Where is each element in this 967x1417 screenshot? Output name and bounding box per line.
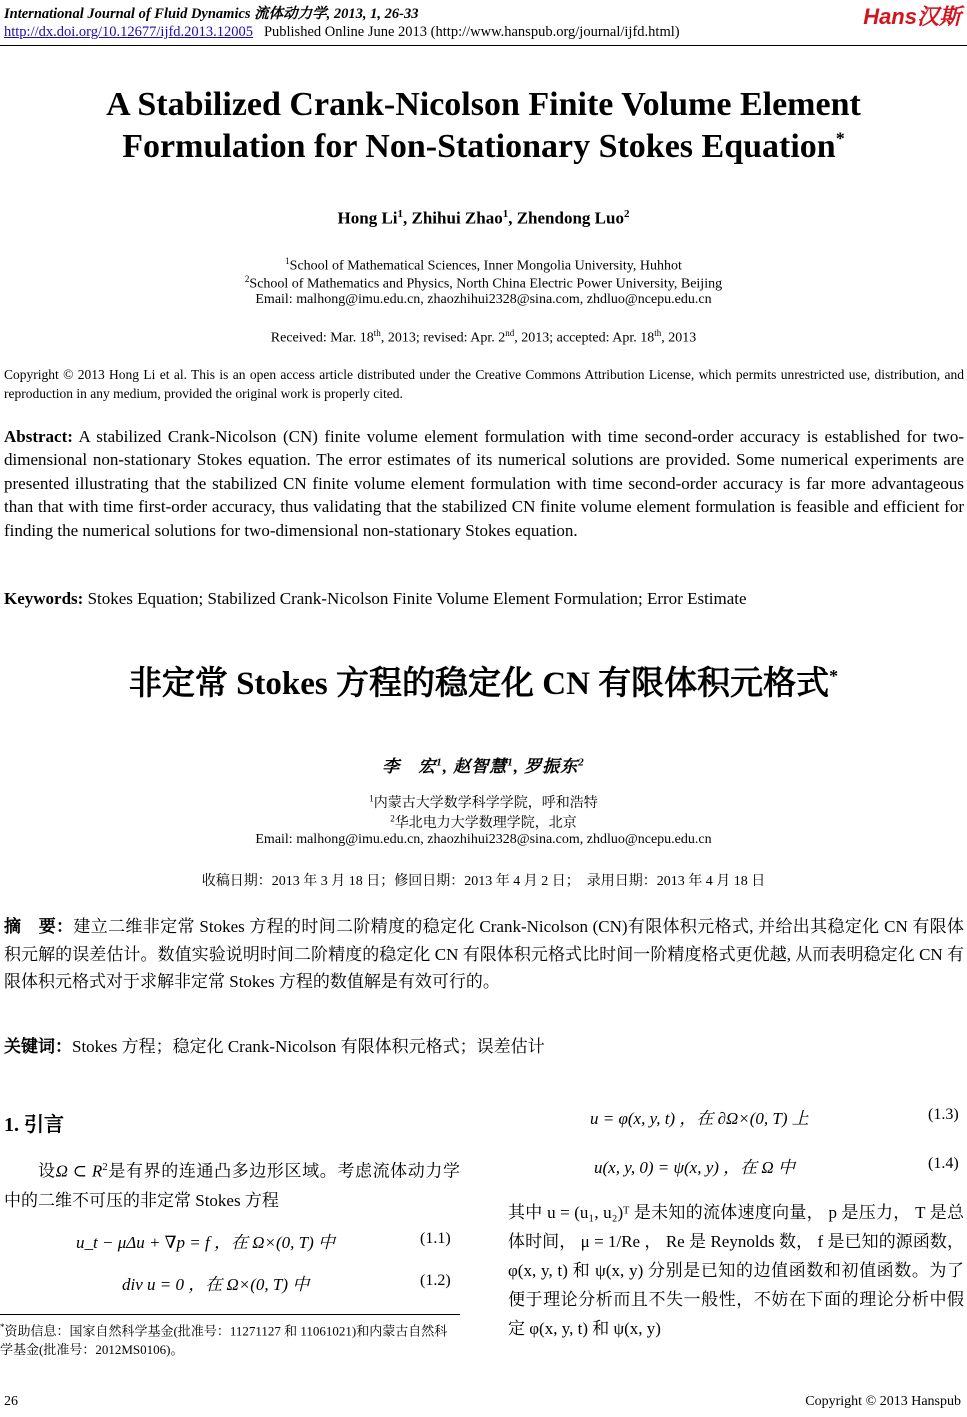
header-rule	[0, 45, 967, 46]
equation-1-2: div u = 0 ，在 Ω×(0, T) 中	[122, 1275, 310, 1294]
title-line-2: Formulation for Non-Stationary Stokes Equation*	[122, 128, 845, 165]
intro-paragraph-2: 其中 u = (u₁, u₂)ᵀ 是未知的流体速度向量， p 是压力， T 是总体时间， μ = 1/Re ， Re 是 Reynolds 数， f 是已知的源函数，φ(x, y, t) 和 ψ(x, y) 分别是已知的边值函数和初值函数。为了便于理论分析而且不失一般性，不妨在下面的理论分析中假定 φ(x, y, t) 和 ψ(x, y)	[508, 1203, 964, 1338]
paper-title-zh: 非定常 Stokes 方程的稳定化 CN 有限体积元格式*	[128, 666, 839, 702]
equation-number: (1.3)	[928, 1106, 959, 1123]
keywords-zh-text: Stokes 方程；稳定化 Crank-Nicolson 有限体积元格式；误差估计	[72, 1037, 545, 1056]
equation-number: (1.4)	[928, 1155, 959, 1172]
author-name: Zhihui Zhao	[411, 208, 503, 228]
abstract-text: A stabilized Crank-Nicolson (CN) finite volume element formulation with time second-order accuracy is established for two-dimensional non-stationary Stokes equation. The error estimates of its numerical solutions are provided. Some numerical experiments are presented illustrating that the stabilized CN finite volume element formulation with time second-order accuracy is far more advantageous than that with time first-order accuracy, thus validating that the stabilized CN finite volume element formulation is feasible and efficient for finding the numerical solutions for two-dimensional non-stationary Stokes equation.	[4, 427, 964, 540]
abstract-label: Abstract:	[4, 427, 73, 446]
title-footnote-mark: *	[835, 128, 845, 149]
title-line-1: A Stabilized Crank-Nicolson Finite Volume Element	[106, 86, 861, 123]
affiliation-zh-1: $^1$内蒙古大学数学科学学院，呼和浩特	[369, 793, 598, 811]
keywords-label: Keywords:	[4, 589, 84, 608]
equation-1-3: u = φ(x, y, t) ，在 ∂Ω×(0, T) 上	[590, 1109, 809, 1128]
footnote: *资助信息：国家自然科学基金(批准号：11271127 和 11061021)和内蒙古自然科学基金(批准号：2012MS0106)。	[0, 1322, 448, 1358]
hans-logo: Hans汉斯	[863, 4, 961, 29]
affiliation-zh-2: $^2$华北电力大学数理学院，北京	[390, 813, 577, 831]
intro-paragraph: 设Ω ⊂ $R^2$是有界的连通凸多边形区域。考虑流体动力学中的二维不可压的非定常 Stokes 方程	[4, 1161, 461, 1210]
abstract-zh	[4, 913, 964, 996]
doi-line	[4, 24, 680, 41]
equation-number: (1.2)	[420, 1272, 451, 1289]
equation-number: (1.1)	[420, 1230, 451, 1247]
equation-1-4: u(x, y, 0) = ψ(x, y) ，在 Ω 中	[594, 1158, 795, 1177]
author-name: Zhendong Luo	[516, 208, 624, 228]
email-zh: Email: malhong@imu.edu.cn, zhaozhihui2328@sina.com, zhdluo@ncepu.edu.cn	[255, 832, 712, 847]
title-zh-footnote-mark: *	[829, 666, 839, 686]
keywords-zh-label: 关键词：	[4, 1037, 72, 1056]
abstract-zh-label: 摘 要：	[4, 917, 74, 936]
paper-title-en	[0, 84, 967, 168]
affiliation-2: $^2$School of Mathematics and Physics, North China Electric Power University, Beijing	[244, 274, 723, 292]
abstract-zh-text: 建立二维非定常 Stokes 方程的时间二阶精度的稳定化 Crank-Nicolson (CN)有限体积元格式, 并给出其稳定化 CN 有限体积元解的误差估计。数值实验说明时间二阶精度的稳定化 CN 有限体积元格式比时间一阶精度格式更优越, 从而表明稳定化 CN 有限体积元格式对于求解非定常 Stokes 方程的数值解是有效可行的。	[4, 917, 965, 991]
author-name: Hong Li	[337, 208, 398, 228]
abstract-en	[4, 425, 964, 542]
email-en: Email: malhong@imu.edu.cn, zhaozhihui2328@sina.com, zhdluo@ncepu.edu.cn	[255, 292, 712, 307]
page-number: 26	[4, 1394, 18, 1409]
equation-1-1: u_t − μΔu + ∇p = f ，在 Ω×(0, T) 中	[76, 1233, 336, 1252]
authors-en: Hong Li$^1$, Zhihui Zhao$^1$, Zhendong Luo$^2$	[337, 208, 630, 228]
published-info: Published Online June 2013 (http://www.hanspub.org/journal/ijfd.html)	[263, 24, 680, 40]
received-dates-zh: 收稿日期：2013 年 3 月 18 日；修回日期：2013 年 4 月 2 日； 录用日期：2013 年 4 月 18 日	[201, 874, 766, 889]
footer-copyright: Copyright © 2013 Hanspub	[805, 1394, 961, 1409]
journal-header: International Journal of Fluid Dynamics 流体动力学, 2013, 1, 26-33	[4, 6, 419, 22]
authors-zh: 李 宏$^1$, 赵智慧$^1$, 罗振东$^2$	[382, 756, 585, 776]
affiliation-1: $^1$School of Mathematical Sciences, Inner Mongolia University, Huhhot	[285, 256, 682, 274]
keywords-en	[4, 587, 964, 610]
received-dates-en: Received: Mar. 18th, 2013; revised: Apr. 2nd, 2013; accepted: Apr. 18th, 2013	[270, 328, 697, 346]
footnote-rule	[0, 1314, 460, 1315]
doi-link[interactable]: http://dx.doi.org/10.12677/ijfd.2013.12005	[4, 24, 254, 40]
copyright-note: Copyright © 2013 Hong Li et al. This is an open access article distributed under the Creative Commons Attribution License, which permits unrestricted use, distribution, and reproduction in any medium, provided the original work is properly cited.	[4, 367, 964, 401]
keywords-text: Stokes Equation; Stabilized Crank-Nicolson Finite Volume Element Formulation; Error Estimate	[87, 589, 747, 608]
section-heading: 1. 引言	[4, 1114, 64, 1136]
keywords-zh	[4, 1033, 964, 1061]
